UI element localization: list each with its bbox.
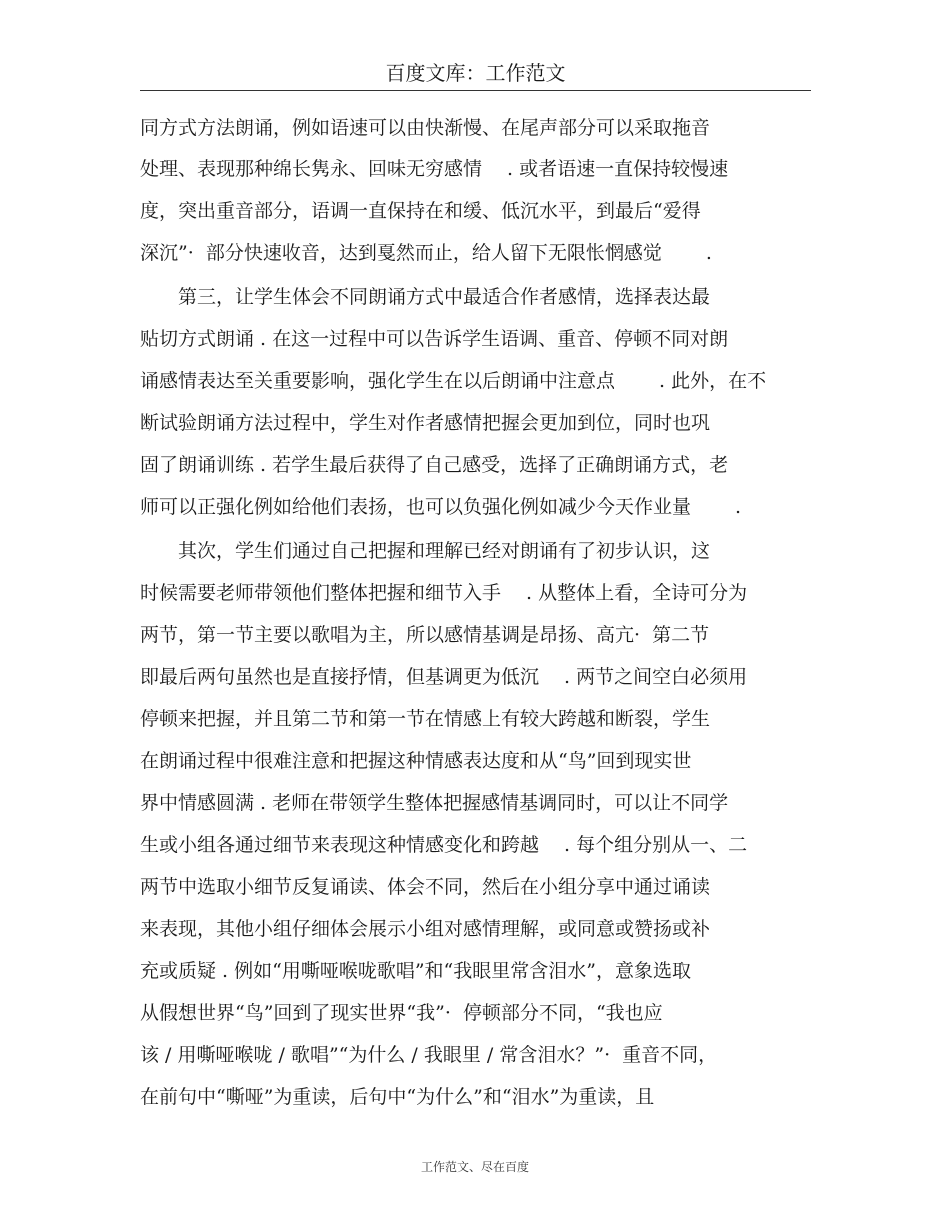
body-line: 来表现，其他小组仔细体会展示小组对感情理解，或同意或赞扬或补	[140, 918, 711, 940]
body-line: 时候需要老师带领他们整体把握和细节入手 . 从整体上看，全诗可分为	[140, 582, 748, 604]
body-line: 在前句中“嘶哑”为重读，后句中“为什么”和“泪水”为重读，且	[140, 1086, 655, 1108]
body-line: 两节中选取小细节反复诵读、体会不同，然后在小组分享中通过诵读	[140, 876, 711, 898]
body-line: 诵感情表达至关重要影响，强化学生在以后朗诵中注意点 . 此外，在不	[140, 370, 767, 392]
body-line: 同方式方法朗诵，例如语速可以由快渐慢、在尾声部分可以采取拖音	[140, 117, 711, 139]
page-footer: 工作范文、尽在百度	[420, 1160, 529, 1174]
body-line: 断试验朗诵方法过程中，学生对作者感情把握会更加到位，同时也巩	[140, 412, 711, 434]
body-line: 从假想世界“鸟”回到了现实世界“我”· 停顿部分不同，“我也应	[140, 1002, 663, 1024]
body-line: 该 / 用嘶哑喉咙 / 歌唱”“为什么 / 我眼里 / 常含泪水？”· 重音不同，	[140, 1044, 718, 1066]
body-line: 深沉”· 部分快速收音，达到戛然而止，给人留下无限怅惘感觉 .	[140, 242, 712, 264]
body-line: 师可以正强化例如给他们表扬，也可以负强化例如减少今天作业量 .	[140, 496, 742, 518]
body-line: 停顿来把握，并且第二节和第一节在情感上有较大跨越和断裂，学生	[140, 708, 711, 730]
body-line: 界中情感圆满 . 老师在带领学生整体把握感情基调同时，可以让不同学	[140, 792, 729, 814]
body-line: 两节，第一节主要以歌唱为主，所以感情基调是昂扬、高亢· 第二节	[140, 624, 710, 646]
body-line: 生或小组各通过细节来表现这种情感变化和跨越 . 每个组分别从一、二	[140, 834, 748, 856]
body-line: 即最后两句虽然也是直接抒情，但基调更为低沉 . 两节之间空白必须用	[140, 666, 748, 688]
body-line: 固了朗诵训练 . 若学生最后获得了自己感受，选择了正确朗诵方式，老	[140, 454, 729, 476]
body-line: 其次，学生们通过自己把握和理解已经对朗诵有了初步认识，这	[140, 540, 711, 562]
body-line: 充或质疑 . 例如“用嘶哑喉咙歌唱”和“我眼里常含泪水”，意象选取	[140, 960, 691, 982]
body-line: 第三，让学生体会不同朗诵方式中最适合作者感情，选择表达最	[140, 286, 711, 308]
body-line: 度，突出重音部分，语调一直保持在和缓、低沉水平，到最后“爱得	[140, 200, 701, 222]
header-title: 百度文库：工作范文	[385, 61, 566, 85]
body-line: 处理、表现那种绵长隽永、回味无穷感情 . 或者语速一直保持较慢速	[140, 158, 729, 180]
body-line: 在朗诵过程中很难注意和把握这种情感表达度和从“鸟”回到现实世	[140, 750, 692, 772]
page-header	[140, 58, 811, 91]
body-line: 贴切方式朗诵 . 在这一过程中可以告诉学生语调、重音、停顿不同对朗	[140, 328, 729, 350]
